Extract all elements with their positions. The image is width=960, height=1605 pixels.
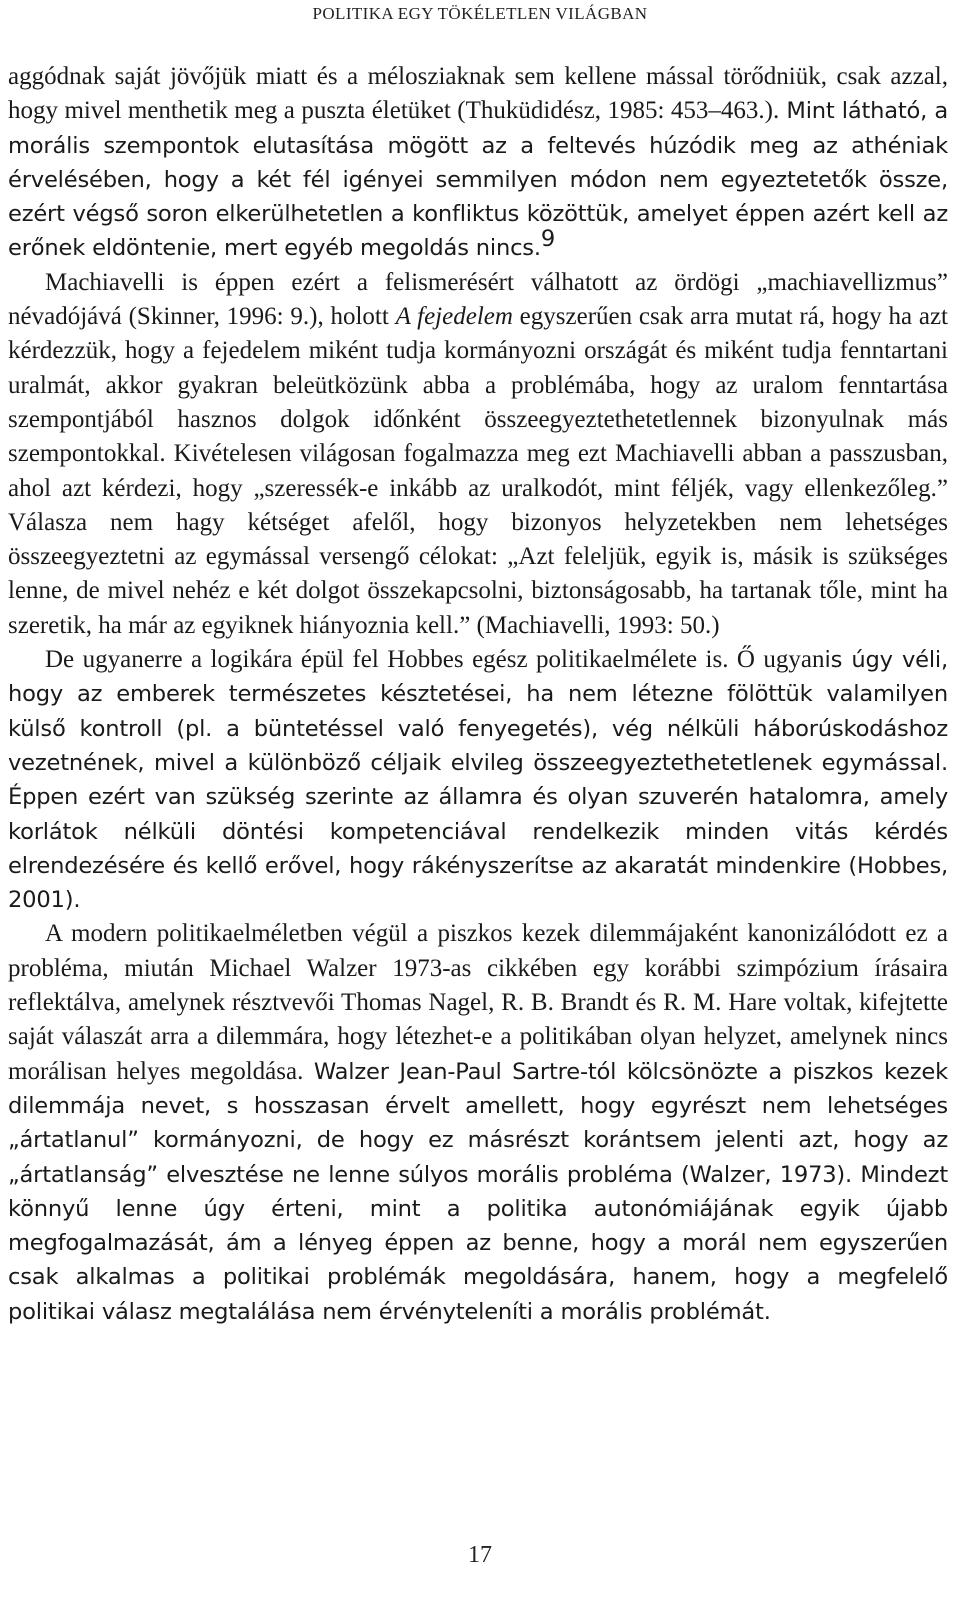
paragraph-3-serif-run: De ugyanerre a logikára épül fel Hobbes egész politikaelmélete is. Ő ugyan — [45, 646, 825, 674]
footnote-marker: 9 — [540, 226, 556, 253]
running-head: POLITIKA EGY TÖKÉLETLEN VILÁGBAN — [312, 4, 648, 23]
book-title: A fejedelem — [395, 303, 513, 331]
paragraph-1 — [8, 60, 948, 266]
paragraph-3 — [8, 643, 948, 917]
paragraph-4-sans-run: Walzer Jean-Paul Sartre-tól kölcsönözte a piszkos kezek dilemmája nevet, s hosszasan érvelt amellett, hogy egyrészt nem lehetséges „ártatlanul” kormányozni, de hogy ez másrészt korántsem jelenti azt, hogy az „ártatlanság” elvesztése ne lenne súlyos morális probléma (Walzer, 1973). Mindezt könnyű lenne úgy érteni, mint a politika autonómiájának egyik újabb megfogalmazását, ám a lényeg éppen az benne, hogy a morál nem egyszerűen csak alkalmas a politikai problémák megoldására, hanem, hogy a megfelelő politikai válasz megtalálása nem érvényteleníti a morális problémát. — [8, 1058, 948, 1325]
paragraph-4 — [8, 917, 948, 1329]
paragraph-3-sans-run: is úgy véli, hogy az emberek természetes késztetései, ha nem létezne fölöttük valamilyen külső kontroll (pl. a büntetéssel való fenyegetés), vég nélküli háborúskodáshoz vezetnének, mivel a különböző céljaik elvileg összeegyeztethetetlenek egymással. Éppen ezért van szükség szerinte az államra és olyan szuverén hatalomra, amely korlátok nélküli döntési kompetenciával rendelkezik minden vitás kérdés elrendezésére és kellő erővel, hogy rákényszerítse az akaratát mindenkire (Hobbes, 2001). — [8, 647, 948, 914]
page-number: 17 — [468, 1542, 492, 1568]
paragraph-1-serif-run: aggódnak saját jövőjük miatt és a mélosziaknak sem kellene mással törődniük, csak azzal, hogy mivel menthetik meg a puszta életüket (Thuküdidész, 1985: 453–463.). — [8, 63, 948, 125]
paragraph-2-rest: egyszerűen csak arra mutat rá, hogy ha azt kérdezzük, hogy a fejedelem miként tudja kormányozni országát és miként tudja fenntartani uralmát, akkor gyakran beleütközünk abba a problémába, hogy az uralom fenntartása szempontjából hasznos dolgok időnként összeegyeztethetetlennek bizonyulnak más szempontokkal. Kivételesen világosan fogalmazza meg ezt Machiavelli abban a passzusban, ahol azt kérdezi, hogy „szeressék-e inkább az uralkodót, mint féljék, vagy ellenkezőleg.” Válasza nem hagy kétséget afelől, hogy bizonyos helyzetekben nem lehetséges összeegyeztetni az egymással versengő célokat: „Azt feleljük, egyik is, másik is szükséges lenne, de mivel nehéz e két dolgot összekapcsolni, biztonságosabb, ha tartanak tőle, mint ha szeretik, ha már az egyiknek hiányoznia kell.” (Machiavelli, 1993: 50.) — [8, 303, 948, 639]
paragraph-1-sans-run: Mint látható, a morális szempontok elutasítása mögött az a feltevés húzódik meg az athéniak érvelésében, hogy a két fél igényei semmilyen módon nem egyeztetetők össze, ezért végső soron elkerülhetetlen a konfliktus közöttük, amelyet éppen azért kell az erőnek eldöntenie, mert egyéb megoldás nincs. — [8, 98, 948, 262]
paragraph-2-lead: Machiavelli is éppen ezért a felismerésért válhatott az ördögi „machiavellizmus” névadójává (Skinner, 1996: 9.), holott — [8, 268, 948, 331]
body-text — [8, 60, 948, 1329]
paragraph-2 — [8, 266, 948, 643]
paragraph-4-serif-run: A modern politikaelméletben végül a piszkos kezek dilemmájaként kanonizálódott ez a probléma, miután Michael Walzer 1973-as cikkében egy korábbi szimpózium írásaira reflektálva, amelynek résztvevői Thomas Nagel, R. B. Brandt és R. M. Hare voltak, kifejtette saját válaszát arra a dilemmára, hogy létezhet-e a politikában olyan helyzet, amelynek nincs morálisan helyes megoldása. — [8, 920, 948, 1085]
